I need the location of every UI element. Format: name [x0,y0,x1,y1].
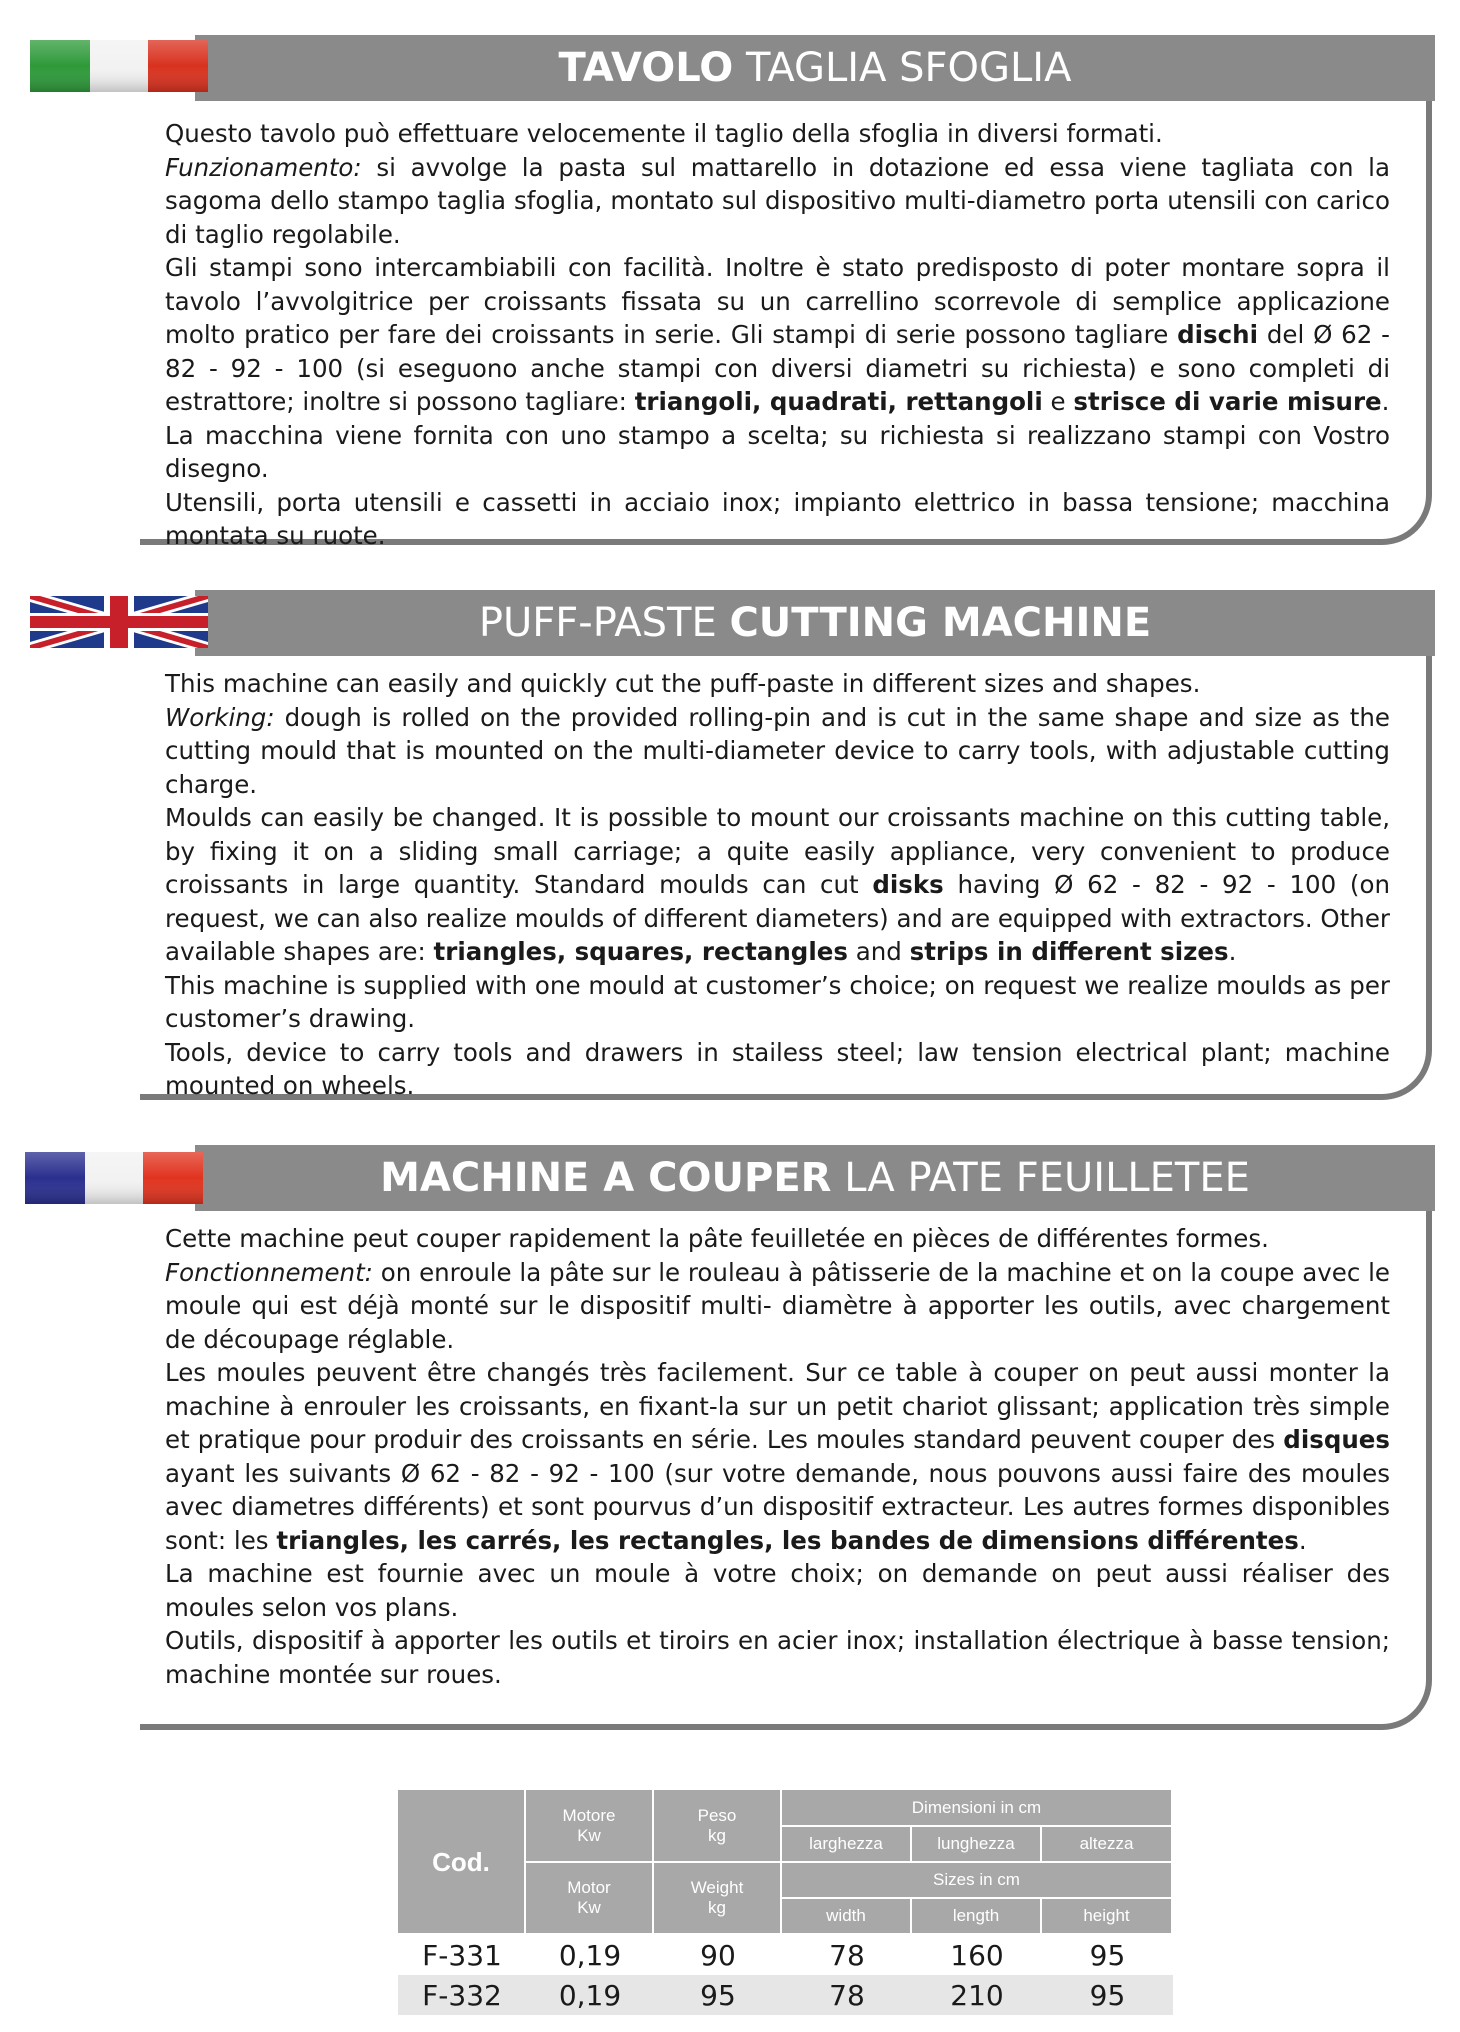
cell-kw: 0,19 [526,1975,654,2015]
uk-flag-icon [30,596,208,648]
header-larghezza: larghezza [782,1827,912,1863]
header-unit: kg [708,1898,726,1917]
bold-text: triangoli, quadrati, rettangoli [634,387,1043,416]
bold-text: disks [872,870,944,899]
header-dimensions-it: Dimensioni in cm [782,1790,1173,1827]
header-length: length [912,1899,1042,1935]
paragraph: La macchina viene fornita con uno stampo a scelta; su richiesta si realizzano stampi con Vostro disegno. [165,420,1390,483]
paragraph [165,701,1390,802]
title-bold: CUTTING MACHINE [729,600,1152,646]
bold-text: triangles, les carrés, les rectangles, les bandes de dimensions différentes [276,1525,1299,1555]
paragraph-text: ayant les suivants Ø 62 - 82 - 92 - 100 (sur votre demande, nous pouvons aussi faire des moules avec diametres différents) et sont pourvus d’un dispositif extracteur. Les autres formes disponibles sont: les [165,1458,1390,1555]
header-motor-en [526,1863,654,1935]
title-rest: LA PATE FEUILLETEE [844,1155,1250,1201]
paragraph-text: dough is rolled on the provided rolling-pin and is cut in the same shape and size as the cutting mould that is mounted on the multi-diameter device to carry tools, with adjustable cutting charge. [165,702,1390,799]
label: Fonctionnement: [165,1257,373,1287]
title-bold: MACHINE A COUPER [380,1155,832,1201]
paragraph-text: and [847,937,910,966]
paragraph-text: e [1042,387,1074,416]
bold-text: strips in different sizes [909,937,1229,966]
french-flag-icon [25,1152,203,1204]
title-rest: PUFF-PASTE [478,600,717,646]
header-label: Weight [690,1878,744,1897]
paragraph-text: Les moules peuvent être changés très facilement. Sur ce table à couper on peut aussi monter la machine à enrouler les croissants, en fixant-la sur un petit chariot glissant; application très simple et pratique pour produir des croissants en série. Les moules standard peuvent couper des [165,1358,1390,1454]
cell-height: 95 [1042,1975,1173,2015]
cell-cod: F-332 [398,1975,526,2015]
label: Funzionamento: [165,152,362,182]
section-body [165,667,1390,1103]
paragraph: This machine is supplied with one mould at customer’s choice; on request we realize moulds as per customer’s drawing. [165,970,1390,1033]
section-title [195,35,1435,101]
paragraph [165,151,1390,252]
header-label: Motor [567,1878,611,1897]
cell-width: 78 [782,1975,912,2015]
table-row [398,1935,1173,1975]
header-weight-it [654,1790,782,1863]
header-label: Peso [697,1805,737,1825]
paragraph-text: on enroule la pâte sur le rouleau à pâtisserie de la machine et on la coupe avec le moule qui est déjà monté sur le dispositif multi- diamètre à apporter les outils, avec chargement de découpage réglable. [165,1257,1390,1354]
paragraph [165,1256,1390,1357]
header-motor-it [526,1790,654,1863]
paragraph-text: Gli stampi sono intercambiabili con facilità. Inoltre è stato predisposto di poter montare sopra il tavolo l’avvolgitrice per croissants fissata su un carrellino scorrevole di semplice applicazione molto pratico per fare dei croissants in serie. Gli stampi di serie possono tagliare [165,253,1390,349]
bold-text: triangles, squares, rectangles [433,937,848,966]
header-weight-en [654,1863,782,1935]
cell-length: 210 [912,1975,1042,2015]
paragraph-text: . [1381,387,1390,416]
label: Working: [165,702,275,732]
paragraph [165,251,1390,419]
cell-kg: 90 [700,1938,736,1972]
paragraph: Questo tavolo può effettuare velocemente il taglio della sfoglia in diversi formati. [165,119,1163,148]
cell-cod: F-331 [422,1938,502,1972]
bold-text: dischi [1177,320,1258,349]
paragraph: This machine can easily and quickly cut the puff-paste in different sizes and shapes. [165,669,1201,698]
header-cod: Cod. [398,1790,526,1935]
bold-text: disques [1283,1425,1390,1454]
paragraph [165,1356,1390,1557]
paragraph: Outils, dispositif à apporter les outils et tiroirs en acier inox; installation électrique à basse tension; machine montée sur roues. [165,1626,1390,1689]
header-altezza: altezza [1042,1827,1173,1863]
paragraph: Tools, device to carry tools and drawers in stailess steel; law tension electrical plant; machine mounted on wheels. [165,1037,1390,1100]
header-dimensions-en: Sizes in cm [782,1863,1173,1899]
section-body [165,1222,1390,1691]
header-lunghezza: lunghezza [912,1827,1042,1863]
header-unit: kg [708,1825,726,1845]
cell-height: 95 [1089,1938,1126,1972]
header-height: height [1042,1899,1173,1935]
title-rest: TAGLIA SFOGLIA [746,45,1072,91]
section-body [165,117,1390,553]
paragraph [165,801,1390,969]
paragraph: Utensili, porta utensili e cassetti in acciaio inox; impianto elettrico in bassa tensione; macchina montata su ruote. [165,487,1390,550]
paragraph: La machine est fournie avec un moule à votre choix; on demande on peut aussi réaliser des moules selon vos plans. [165,1559,1390,1622]
paragraph-text: having Ø 62 - 82 - 92 - 100 (on request, we can also realize moulds of different diameters) and are equipped with extractors. Other available shapes are: [165,870,1390,966]
paragraph: Cette machine peut couper rapidement la pâte feuilletée en pièces de différentes formes. [165,1224,1269,1253]
bold-text: strisce di varie misure [1073,387,1382,416]
cell-kg: 95 [654,1975,782,2015]
paragraph-text: del Ø 62 - 82 - 92 - 100 (si eseguono anche stampi con diversi diametri su richiesta) e sono completi di estrattore; inoltre si possono tagliare: [165,320,1391,416]
section-title [195,1145,1435,1211]
title-bold: TAVOLO [558,45,734,91]
paragraph-text: si avvolge la pasta sul mattarello in dotazione ed essa viene tagliata con la sagoma dello stampo taglia sfoglia, montato sul dispositivo multi-diametro porta utensili con carico di taglio regolabile. [165,152,1390,249]
paragraph-text: Moulds can easily be changed. It is possible to mount our croissants machine on this cutting table, by fixing it on a sliding small carriage; a quite easily appliance, very convenient to produce croissants in large quantity. Standard moulds can cut [165,803,1390,899]
italian-flag-icon [30,40,208,92]
table-row [398,1975,1173,2015]
section-title [195,590,1435,656]
paragraph-text: . [1298,1525,1307,1555]
cell-length: 160 [950,1938,1004,1972]
header-unit: Kw [577,1825,601,1845]
paragraph-text: . [1228,937,1237,966]
header-unit: Kw [577,1898,601,1917]
cell-width: 78 [829,1938,865,1972]
cell-kw: 0,19 [558,1938,622,1972]
spec-table [398,1790,1173,2015]
header-label: Motore [562,1805,616,1825]
header-width: width [782,1899,912,1935]
